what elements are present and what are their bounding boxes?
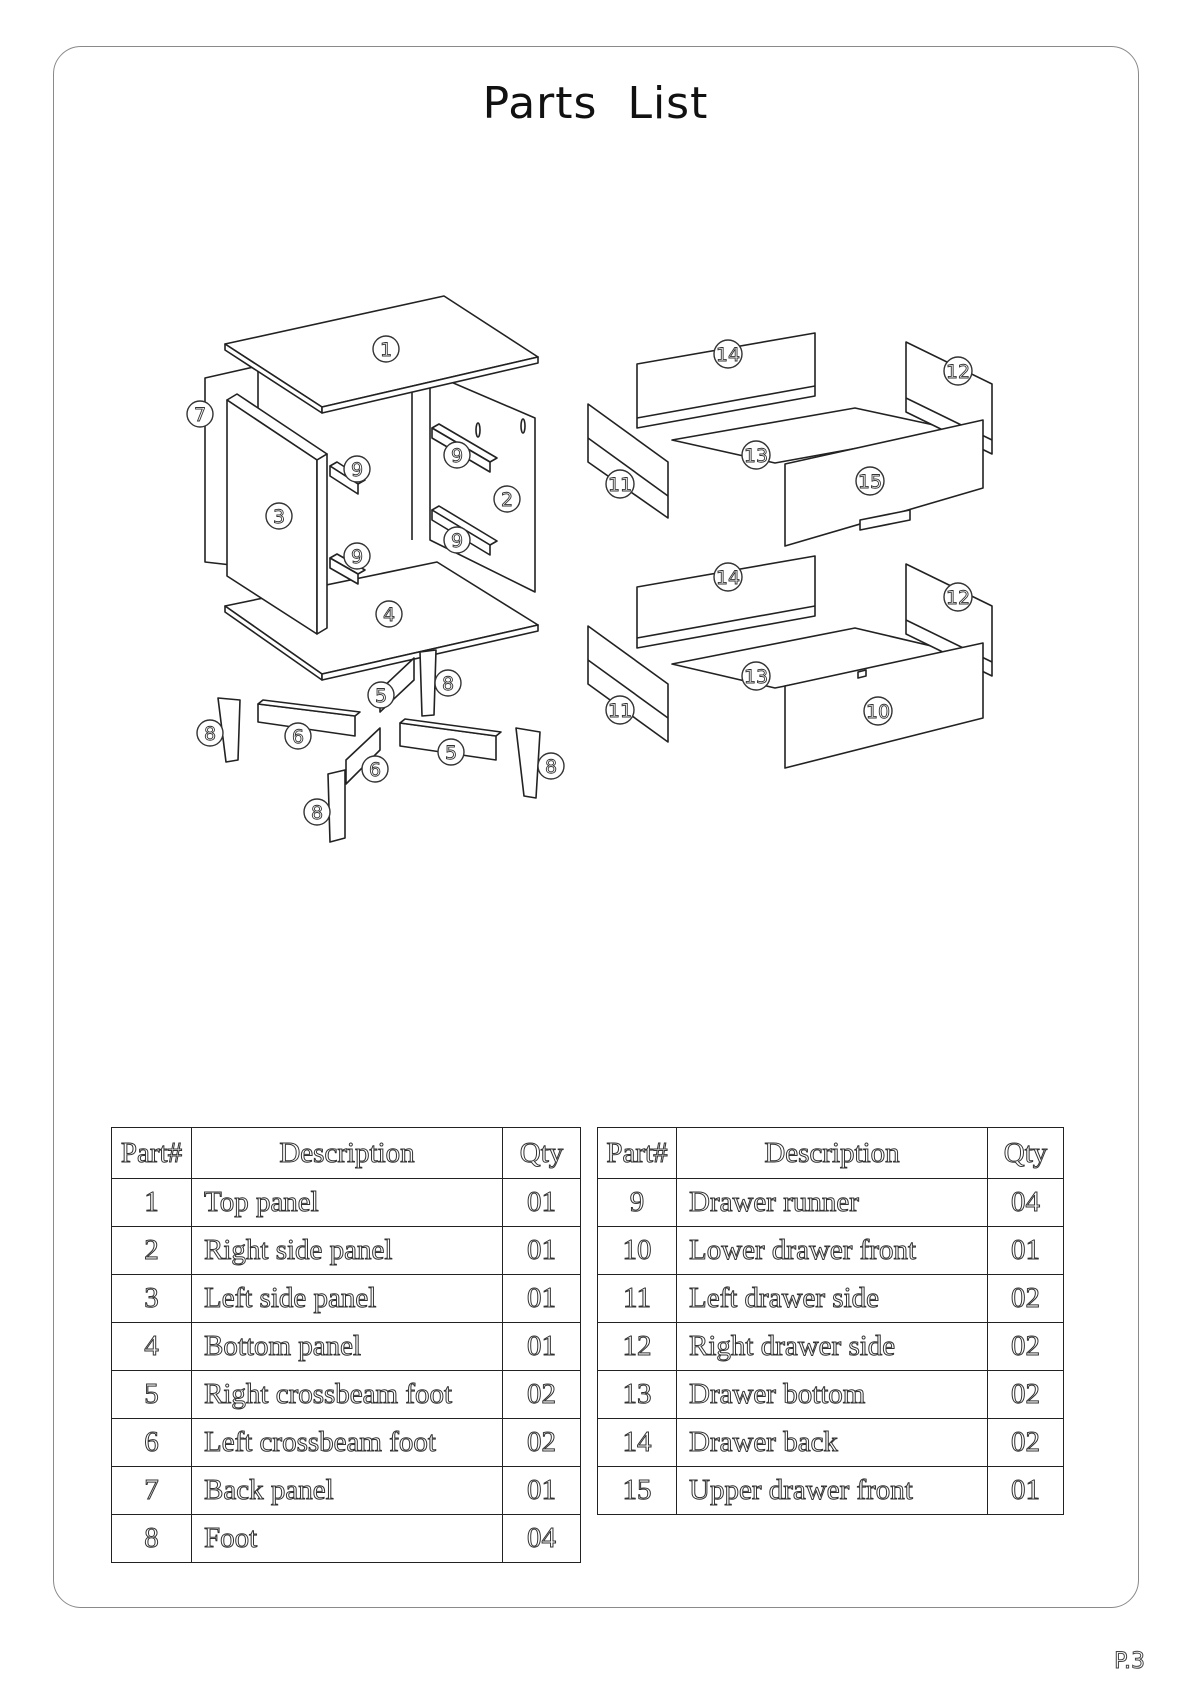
table-row: [112, 1323, 581, 1371]
callout-label: 14: [715, 344, 741, 366]
table-header-row: [598, 1128, 1064, 1179]
callout-12b: [944, 583, 972, 611]
table-row: [598, 1467, 1064, 1515]
table-row: [112, 1179, 581, 1227]
callout-9c: [444, 527, 470, 553]
callout-label: 9: [350, 546, 364, 568]
table-row: [112, 1467, 581, 1515]
callout-label: 12: [945, 361, 971, 383]
callout-label: 11: [607, 700, 633, 722]
callout-1: [373, 336, 399, 362]
callout-14b: [714, 563, 742, 591]
part-description: Right crossbeam foot: [192, 1371, 503, 1419]
callout-label: 9: [450, 445, 464, 467]
callout-6a: [285, 723, 311, 749]
part-number: 12: [598, 1323, 677, 1371]
part-description: Top panel: [192, 1179, 503, 1227]
part-qty: 01: [503, 1275, 581, 1323]
callout-label: 8: [544, 756, 558, 778]
callout-label: 6: [291, 726, 305, 748]
callout-label: 13: [743, 445, 769, 467]
callout-15: [856, 467, 884, 495]
part-description: Left crossbeam foot: [192, 1419, 503, 1467]
part-description: Lower drawer front: [677, 1227, 988, 1275]
part-number: 3: [112, 1275, 192, 1323]
table-row: [598, 1371, 1064, 1419]
part-qty: 01: [988, 1227, 1064, 1275]
part-description: Drawer runner: [677, 1179, 988, 1227]
part-description: Right side panel: [192, 1227, 503, 1275]
part-number: 10: [598, 1227, 677, 1275]
callout-14a: [714, 340, 742, 368]
part-number: 15: [598, 1467, 677, 1515]
parts-table-right: [597, 1127, 1064, 1515]
callout-label: 10: [865, 701, 891, 723]
table-row: [112, 1515, 581, 1563]
callout-label: 12: [945, 587, 971, 609]
title-word-2: List: [627, 78, 709, 129]
part-qty: 04: [988, 1179, 1064, 1227]
callout-label: 1: [379, 339, 393, 361]
callout-8d: [304, 799, 330, 825]
callout-5b: [438, 739, 464, 765]
header-description: Description: [677, 1128, 988, 1179]
part-number: 1: [112, 1179, 192, 1227]
callout-label: 15: [857, 471, 883, 493]
part-number: 7: [112, 1467, 192, 1515]
table-header-row: [112, 1128, 581, 1179]
callout-label: 3: [272, 506, 286, 528]
part-qty: 01: [503, 1323, 581, 1371]
callout-9d: [344, 543, 370, 569]
callout-13a: [742, 441, 770, 469]
callout-7: [187, 401, 213, 427]
part-number: 5: [112, 1371, 192, 1419]
callout-label: 5: [374, 685, 388, 707]
lower-drawer: [588, 556, 992, 768]
part-qty: 02: [503, 1419, 581, 1467]
table-row: [112, 1275, 581, 1323]
part-qty: 02: [988, 1371, 1064, 1419]
callout-9a: [344, 456, 370, 482]
table-row: [112, 1227, 581, 1275]
header-qty: Qty: [988, 1128, 1064, 1179]
callout-8b: [197, 720, 223, 746]
callout-label: 11: [607, 474, 633, 496]
part-qty: 01: [503, 1227, 581, 1275]
callout-11b: [606, 696, 634, 724]
callout-5a: [368, 682, 394, 708]
header-part: Part#: [112, 1128, 192, 1179]
callout-label: 7: [193, 404, 207, 426]
callout-11a: [606, 470, 634, 498]
part-number: 9: [598, 1179, 677, 1227]
header-description: Description: [192, 1128, 503, 1179]
callout-label: 8: [310, 802, 324, 824]
part-description: Drawer back: [677, 1419, 988, 1467]
part-qty: 04: [503, 1515, 581, 1563]
upper-drawer: [588, 333, 992, 546]
title-word-1: Parts: [482, 78, 598, 129]
part-number: 8: [112, 1515, 192, 1563]
part-qty: 02: [988, 1275, 1064, 1323]
part-qty: 01: [503, 1179, 581, 1227]
part-qty: 02: [988, 1419, 1064, 1467]
part-description: Bottom panel: [192, 1323, 503, 1371]
callout-label: 8: [203, 723, 217, 745]
part-number: 14: [598, 1419, 677, 1467]
callout-8a: [435, 670, 461, 696]
parts-table-left: [111, 1127, 581, 1563]
part-description: Upper drawer front: [677, 1467, 988, 1515]
part-description: Left drawer side: [677, 1275, 988, 1323]
callout-3: [266, 503, 292, 529]
part-description: Drawer bottom: [677, 1371, 988, 1419]
part-qty: 01: [988, 1467, 1064, 1515]
callout-label: 2: [500, 489, 514, 511]
part-number: 6: [112, 1419, 192, 1467]
part-qty: 02: [988, 1323, 1064, 1371]
right-side-panel: [430, 373, 535, 592]
table-row: [598, 1419, 1064, 1467]
callout-12a: [944, 357, 972, 385]
callout-8c: [538, 753, 564, 779]
callout-label: 9: [350, 459, 364, 481]
part-qty: 01: [503, 1467, 581, 1515]
callout-label: 4: [382, 604, 396, 626]
callout-6b: [362, 756, 388, 782]
part-description: Foot: [192, 1515, 503, 1563]
part-number: 2: [112, 1227, 192, 1275]
callout-label: 5: [444, 742, 458, 764]
callout-13b: [742, 662, 770, 690]
callout-label: 8: [441, 673, 455, 695]
part-description: Back panel: [192, 1467, 503, 1515]
part-description: Right drawer side: [677, 1323, 988, 1371]
callout-2: [494, 486, 520, 512]
callout-4: [376, 601, 402, 627]
part-number: 11: [598, 1275, 677, 1323]
part-qty: 02: [503, 1371, 581, 1419]
table-row: [598, 1275, 1064, 1323]
header-part: Part#: [598, 1128, 677, 1179]
callout-label: 9: [450, 530, 464, 552]
callout-label: 14: [715, 567, 741, 589]
page-number: P.3: [1114, 1649, 1145, 1674]
callout-label: 6: [368, 759, 382, 781]
table-row: [598, 1323, 1064, 1371]
header-qty: Qty: [503, 1128, 581, 1179]
part-number: 13: [598, 1371, 677, 1419]
callout-9b: [444, 442, 470, 468]
table-row: [598, 1227, 1064, 1275]
table-row: [112, 1419, 581, 1467]
callout-label: 13: [743, 666, 769, 688]
table-row: [112, 1371, 581, 1419]
part-description: Left side panel: [192, 1275, 503, 1323]
table-row: [598, 1179, 1064, 1227]
callout-10: [864, 697, 892, 725]
part-number: 4: [112, 1323, 192, 1371]
